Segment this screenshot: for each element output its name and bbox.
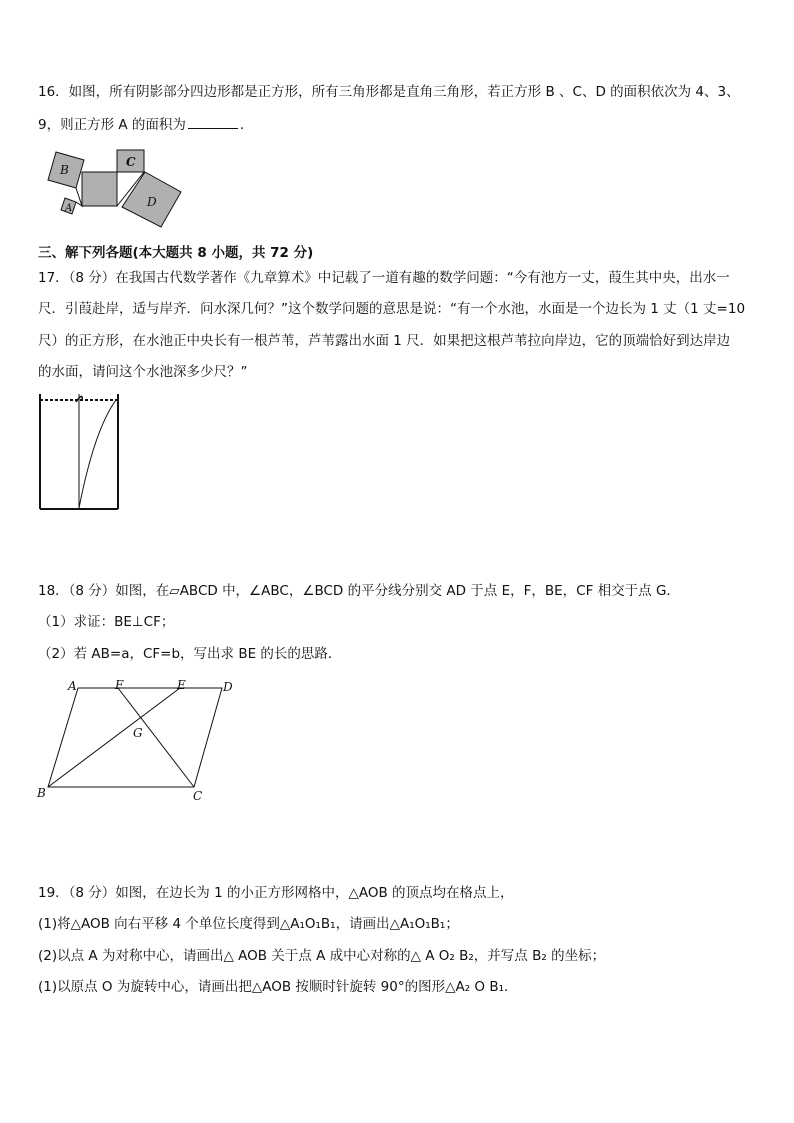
q17-line4: 的水面，请问这个水池深多少尺？” [38, 364, 248, 380]
answer-blank [188, 114, 238, 129]
q17-pond-figure [38, 392, 122, 512]
q18-line3: （2）若 AB=a，CF=b，写出求 BE 的长的思路． [38, 646, 342, 662]
label-c: C [193, 789, 203, 803]
q16-line2 [38, 114, 253, 135]
q16-line1: 16．如图，所有阴影部分四边形都是正方形，所有三角形都是直角三角形，若正方形 B 、C、D 的面积依次为 4、3、 [38, 84, 740, 100]
q16-line2-end: ． [239, 117, 254, 133]
label-e: E [177, 678, 186, 692]
label-a: A [65, 203, 73, 214]
q18-line2: （1）求证：BE⊥CF； [38, 614, 175, 630]
label-g: G [133, 726, 143, 740]
center-square [82, 172, 117, 206]
q19-line4: (1)以原点 O 为旋转中心，请画出把△AOB 按顺时针旋转 90°的图形△A₂ O B₁． [38, 979, 518, 995]
q19-line1: 19．（8 分）如图，在边长为 1 的小正方形网格中，△AOB 的顶点均在格点上， [38, 885, 514, 901]
section-title: 三、解下列各题(本大题共 8 小题，共 72 分) [38, 245, 314, 261]
q17-line3: 尺）的正方形，在水池正中央长有一根芦苇，芦苇露出水面 1 尺．如果把这根芦苇拉向岸边，它的顶端恰好到达岸边 [38, 333, 731, 349]
segment-be [48, 688, 180, 787]
triangle-edges [76, 188, 82, 206]
segment-cf [118, 688, 194, 787]
q18-line1: 18．（8 分）如图，在▱ABCD 中，∠ABC，∠BCD 的平分线分别交 AD 于点 E，F，BE，CF 相交于点 G． [38, 583, 680, 599]
q19-line3: (2)以点 A 为对称中心，请画出△ AOB 关于点 A 成中心对称的△ A O₂ B₂，并写点 B₂ 的坐标； [38, 948, 606, 964]
reed-pulled [79, 400, 116, 508]
q16-line2-text: 9，则正方形 A 的面积为 [38, 117, 186, 133]
q18-parallelogram-figure [36, 676, 246, 806]
q17-line2: 尺．引葭赴岸，适与岸齐．问水深几何？”这个数学问题的意思是说：“有一个水池，水面是一个边长为 1 丈（1 丈=10 [38, 301, 746, 317]
label-b: B [60, 163, 69, 177]
label-a: A [68, 679, 77, 693]
label-d: D [223, 680, 233, 694]
q16-squares-figure [38, 148, 198, 228]
label-b: B [37, 786, 46, 800]
label-c: C [126, 155, 136, 169]
q19-line2: (1)将△AOB 向右平移 4 个单位长度得到△A₁O₁B₁，请画出△A₁O₁B₁； [38, 916, 459, 932]
label-f: F [115, 678, 124, 692]
q17-line1: 17．（8 分）在我国古代数学著作《九章算术》中记载了一道有趣的数学问题：“今有池方一丈，葭生其中央，出水一 [38, 270, 730, 286]
label-d: D [147, 195, 157, 209]
